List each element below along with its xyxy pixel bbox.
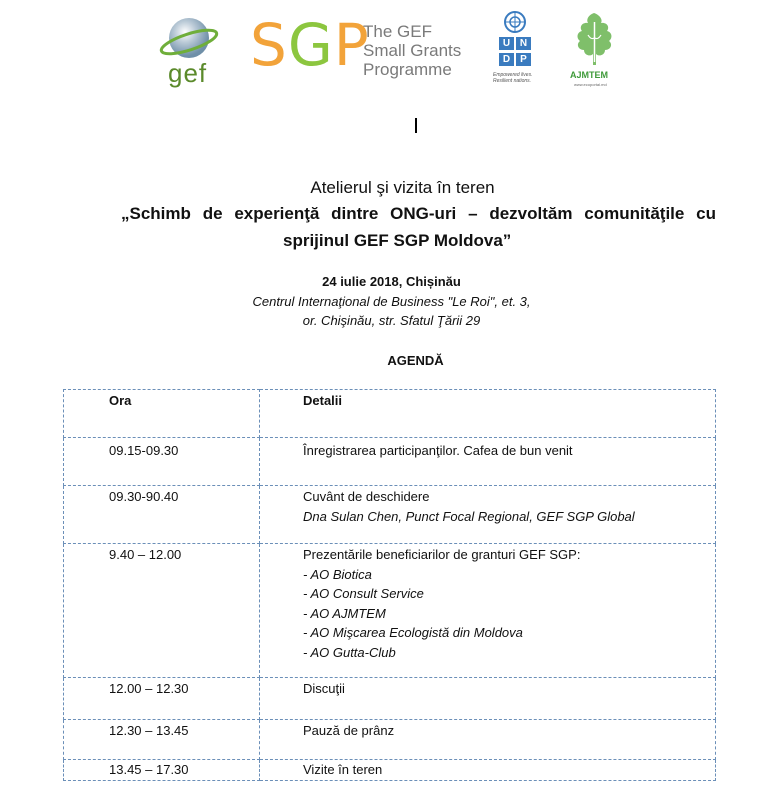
undp-logo: [493, 10, 537, 88]
oak-leaf-icon: [571, 10, 617, 68]
header-details: Detalii: [260, 390, 716, 438]
row-detail: Cuvânt de deschidere: [303, 489, 430, 504]
table-row: [64, 438, 716, 486]
sgp-line-1: The GEF: [363, 22, 432, 41]
row-detail: Prezentările beneficiarilor de granturi GEF SGP:: [303, 547, 581, 562]
row-detail: Discuţii: [260, 678, 716, 720]
row-subdetail: Dna Sulan Chen, Punct Focal Regional, GEF SGP Global: [303, 508, 635, 524]
sgp-subtitle: [363, 22, 461, 79]
agenda-table: [63, 389, 716, 781]
sgp-line-2: Small Grants: [363, 41, 462, 60]
event-date: 24 iulie 2018, Chișinău: [322, 274, 461, 289]
title-line-1: Atelierul şi vizita în teren: [310, 178, 495, 197]
undp-letter-d: D: [499, 53, 514, 66]
title-line-2: „Schimb de experienţă dintre ONG-uri – dezvoltăm comunităţile cu: [121, 204, 716, 223]
row-time: 12.30 – 13.45: [64, 720, 260, 760]
gef-logo: [158, 14, 220, 88]
row-time: 09.30-90.40: [64, 486, 260, 544]
grantee-item: - AO Mişcarea Ecologistă din Moldova: [303, 625, 523, 640]
undp-letter-p: P: [516, 53, 531, 66]
grantee-item: - AO Gutta-Club: [303, 644, 396, 660]
row-detail: Înregistrarea participanţilor. Cafea de bun venit: [260, 438, 716, 486]
table-row: [64, 760, 716, 781]
row-time: 09.15-09.30: [64, 438, 260, 486]
ajmtem-url: www.ecoportal.md: [574, 82, 607, 87]
sgp-line-3: Programme: [363, 60, 452, 79]
undp-letter-n: N: [516, 37, 531, 50]
table-row: [64, 486, 716, 544]
table-row: [64, 720, 716, 760]
grantee-item: - AO AJMTEM: [303, 605, 386, 621]
row-detail: Vizite în teren: [260, 760, 716, 781]
row-time: 9.40 – 12.00: [64, 544, 260, 678]
row-detail-cell: [260, 544, 716, 678]
grantee-item: - AO Biotica: [303, 566, 372, 582]
un-emblem-icon: [500, 10, 530, 34]
ajmtem-logo: [568, 10, 620, 90]
row-time: 13.45 – 17.30: [64, 760, 260, 781]
table-header-row: [64, 390, 716, 438]
header-time: Ora: [64, 390, 260, 438]
globe-icon: [158, 14, 220, 64]
undp-letter-u: U: [499, 37, 514, 50]
row-time: 12.00 – 12.30: [64, 678, 260, 720]
sgp-wordmark: SGP: [250, 11, 370, 79]
title-line-3: sprijinul GEF SGP Moldova”: [283, 231, 512, 250]
table-row: [64, 678, 716, 720]
venue-line-2: or. Chişinău, str. Sfatul Ţării 29: [302, 313, 481, 328]
grantee-item: - AO Consult Service: [303, 586, 424, 601]
text-cursor: [415, 118, 417, 133]
ajmtem-wordmark: AJMTEM: [570, 70, 608, 80]
logo-bar: [0, 8, 775, 88]
gef-wordmark: gef: [168, 58, 208, 88]
table-row: [64, 544, 716, 678]
row-detail: Pauză de prânz: [260, 720, 716, 760]
undp-tagline: Empowered lives. Resilient nations.: [493, 72, 533, 84]
row-detail-cell: [260, 486, 716, 544]
venue-line-1: Centrul Internaţional de Business "Le Roi", et. 3,: [252, 294, 531, 309]
agenda-heading: AGENDĂ: [387, 353, 444, 368]
